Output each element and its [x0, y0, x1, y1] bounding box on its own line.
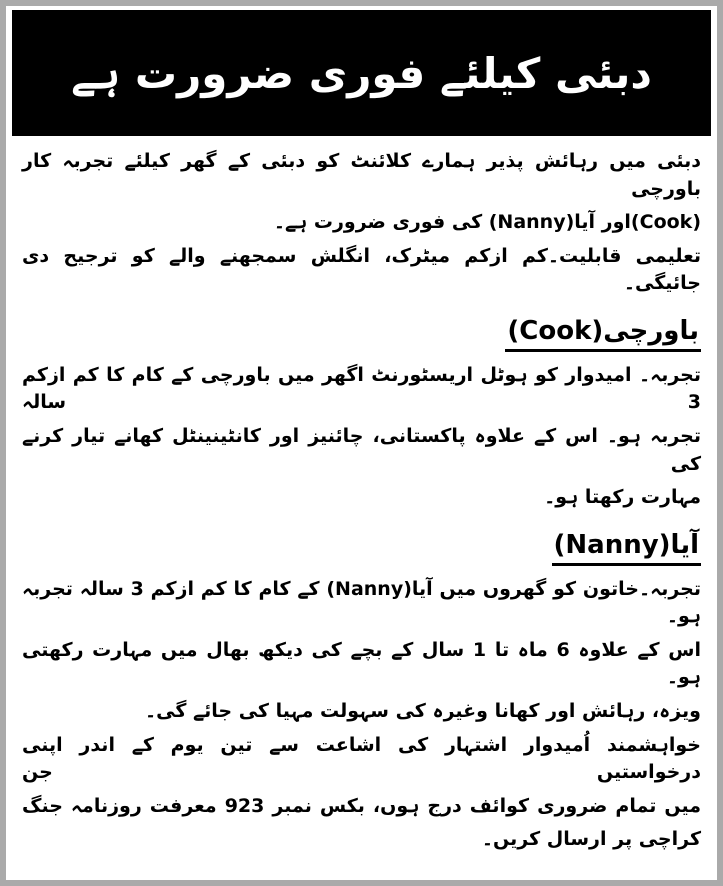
nanny-line: اس کے علاوہ 6 ماہ تا 1 سال کے بچے کی دیکھ بھال میں مہارت رکھتی ہو۔ — [22, 638, 701, 689]
apply-line: میں تمام ضروری کوائف درج ہوں، بکس نمبر 923 معرفت روزنامہ جنگ — [22, 794, 701, 817]
cook-line: تجربہ۔ امیدوار کو ہوٹل اریسٹورنٹ اگھر میں باورچی کے کام کا کم ازکم 3 سالہ — [22, 363, 701, 414]
ad-title: دبئی کیلئے فوری ضرورت ہے — [71, 48, 652, 98]
nanny-line: تجربہ۔خاتون کو گھروں میں آیا(Nanny) کے کام کا کم ازکم 3 سالہ تجربہ ہو۔ — [22, 577, 701, 628]
ad-body — [12, 136, 711, 854]
apply-line: خواہشمند اُمیدوار اشتہار کی اشاعت سے تین یوم کے اندر اپنی درخواستیں جن — [22, 733, 701, 784]
cook-line: تجربہ ہو۔ اس کے علاوہ پاکستانی، چائنیز اور کانٹینینٹل کھانے تیار کرنے کی — [22, 425, 701, 475]
apply-line: کراچی پر ارسال کریں۔ — [481, 828, 701, 851]
cook-line: مہارت رکھتا ہو۔ — [544, 486, 701, 509]
nanny-heading: آیا(Nanny) — [552, 530, 702, 566]
intro-line: دبئی میں رہائش پذیر ہمارے کلائنٹ کو دبئی کے گھر کیلئے تجربہ کار باورچی — [22, 150, 701, 200]
cook-heading: باورچی(Cook) — [505, 316, 701, 352]
intro-line: تعلیمی قابلیت۔کم ازکم میٹرک، انگلش سمجھنے والے کو ترجیح دی جائیگی۔ — [22, 244, 701, 295]
intro-line: (Cook)اور آیا(Nanny) کی فوری ضرورت ہے۔ — [273, 211, 701, 234]
nanny-line: ویزہ، رہائش اور کھانا وغیرہ کی سہولت مہیا کی جائے گی۔ — [144, 700, 701, 723]
ad-header — [12, 10, 711, 136]
